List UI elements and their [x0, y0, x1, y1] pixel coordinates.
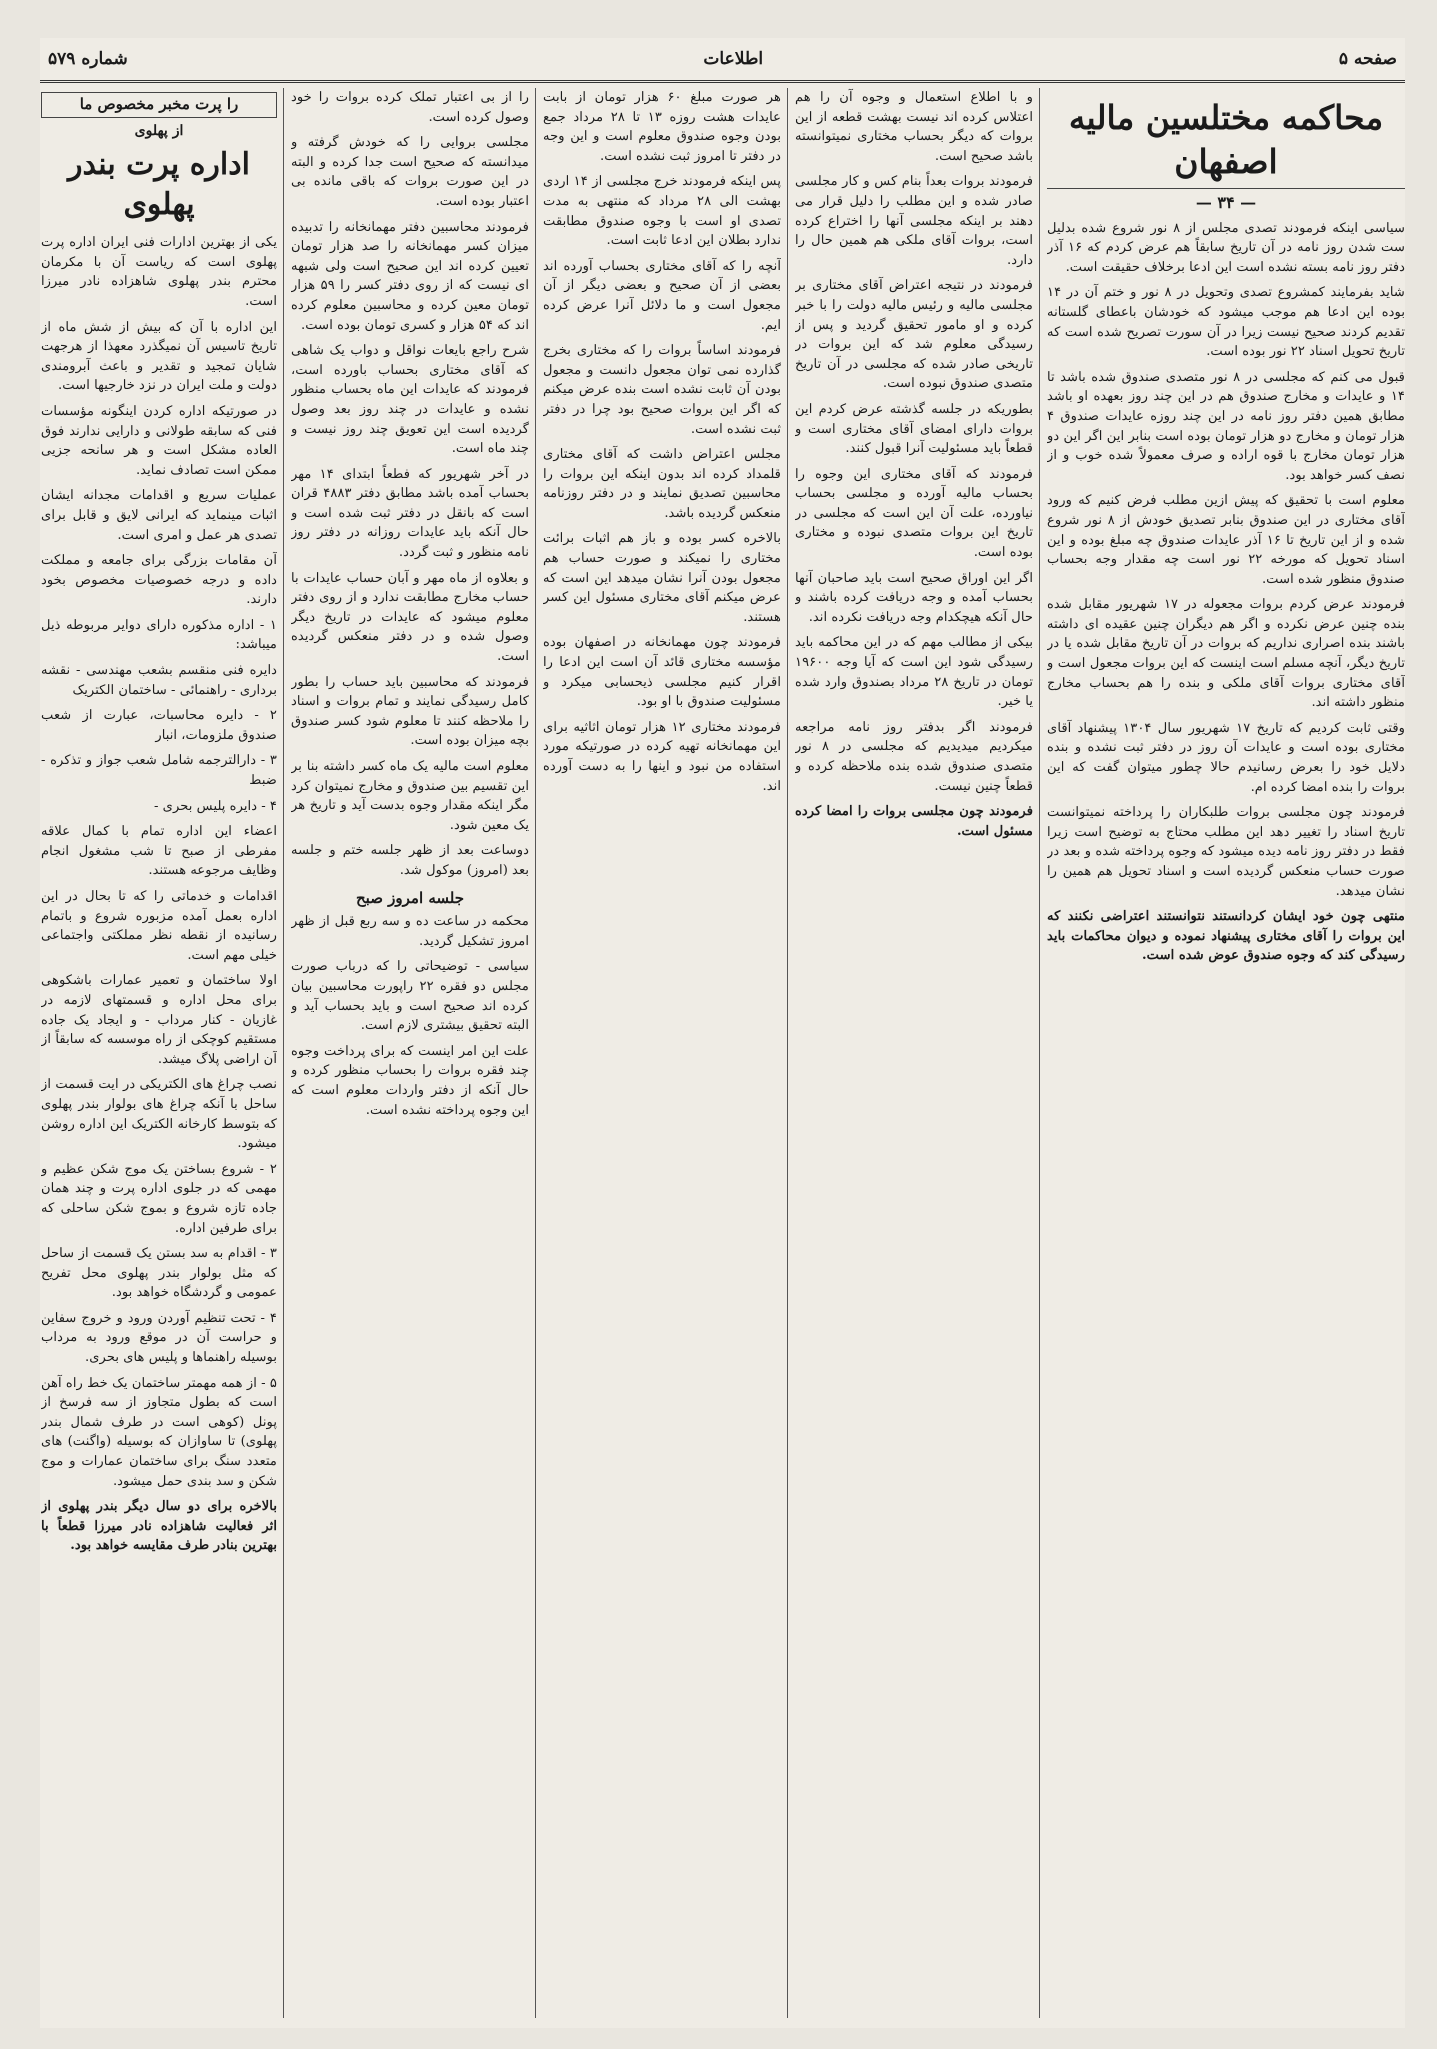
- column-trial-article: [1047, 88, 1405, 2018]
- article-paragraph: فرمودند عرض کردم بروات مجعوله در ۱۷ شهریور مقابل شده بنده چنین عرض نکرده و اگر هم دیگران چنین عقیده ای داشته باشند بنده اصراری نداریم که بروات در آن تاریخ مقابل شده یا در تاریخ دیگر، آنچه مسلم است اینست که این بروات مجعول است و آقای مختاری بروات آقای ملکی و بنده را هم بحساب مخارج منظور داشته اند.: [1047, 597, 1405, 711]
- newspaper-page: [40, 38, 1405, 2028]
- article-paragraph: را از بی اعتبار تملک کرده بروات را خود وصول کرده است.: [291, 90, 529, 125]
- article-paragraph: سیاسی - توضیحاتی را که درباب صورت مجلس دو فقره ۲۲ راپورت محاسبین بیان کرده اند صحیح است و باید بحساب آید و البته تحقیق بیشتری لازم است.: [291, 959, 529, 1034]
- list-item: ۱ - اداره مذکوره دارای دوایر مربوطه ذیل میباشد:: [41, 617, 277, 653]
- article-paragraph: آن مقامات بزرگی برای جامعه و مملکت داده و درجه خصوصیات مخصوص بخود دارند.: [41, 553, 277, 608]
- article-paragraph: فرمودند بروات بعداً بنام کس و کار مجلسی صادر شده و این مطلب را دلیل قرار می دهند بر اینکه مجلسی آنها را اختراع کرده است، بروات آقای ملکی هم همین حال را دارد.: [795, 174, 1033, 268]
- article-paragraph: بالاخره برای دو سال دیگر بندر پهلوی از اثر فعالیت شاهزاده نادر میرزا قطعاً با بهترین بنادر طرف مقایسه خواهد بود.: [41, 1499, 277, 1554]
- article-paragraph: در صورتیکه اداره کردن اینگونه مؤسسات فنی که سابقه طولانی و دارایی ندارند فوق العاده مشکل است و هر سانحه جزیی ممکن است تصادف نماید.: [41, 403, 277, 478]
- session-subheading: جلسه امروز صبح: [355, 888, 465, 907]
- article-paragraph: فرمودند در نتیجه اعتراض آقای مختاری بر مجلسی مالیه و رئیس مالیه دولت را با خبر کرده و او مامور تحقیق گردید و پس از رسیدگی معلوم شد که این بروات در تاریخی صادر شده که مجلسی در آن تاریخ متصدی صندوق نبوده است.: [795, 278, 1033, 392]
- newspaper-name: اطلاعات: [703, 49, 764, 69]
- dateline: از پهلوی: [134, 122, 184, 139]
- article-headline: محاکمه مختلسین مالیه اصفهان: [1047, 96, 1405, 189]
- article-paragraph: فرمودند چون مجلسی بروات را امضا کرده مسئول است.: [795, 804, 1033, 839]
- article-paragraph: بطوریکه در جلسه گذشته عرض کردم این بروات دارای امضای آقای مختاری است و قطعاً باید مسئولیت آنرا قبول کنند.: [795, 401, 1033, 457]
- issue-number-label: شماره ۵۷۹: [48, 49, 128, 69]
- article-paragraph: آنچه را که آقای مختاری بحساب آورده اند بعضی از آن صحیح و بعضی دیگر از آن مجعول است و ما دلائل آنرا عرض کرده ایم.: [543, 258, 781, 333]
- article-paragraph: و با اطلاع استعمال و وجوه آن را هم اعتلاس کرده اند نیست بهشت قطعه از این بروات که دیگر بحساب مختاری نمیتوانسته باشد صحیح است.: [795, 90, 1033, 164]
- article-paragraph: فرمودند که آقای مختاری این وجوه را بحساب مالیه آورده و مجلسی بحساب نیاورده، علت آن این است که مجلسی در تاریخ این بروات متصدی نبوده و مختاری بوده است.: [795, 466, 1033, 561]
- article-paragraph: فرمودند چون مجلسی بروات طلبکاران را پرداخته نمیتوانست تاریخ اسناد را تغییر دهد این مطلب محتاج به توضیح است زیرا فقط در دفتر روز نامه دیده میشود که وجوه پرداخته شده و بعد در صورت حساب منعکس گردیده است و اسناد تحویل هم همین را نشان میدهد.: [1047, 805, 1405, 899]
- article-paragraph: شرح راجع بایعات نواقل و دواب یک شاهی که آقای مختاری بحساب باورده است، فرمودند که عایدات این ماه بحساب منظور نشده و عایدات در چند روز بعد وصول گردیده است این تعویق چند روز نیست و چند ماه است.: [291, 343, 529, 457]
- article-paragraph: در آخر شهریور که فطعاً ابتدای ۱۴ مهر بحساب آمده باشد مطابق دفتر ۴۸۸۳ قران است که بانقل در دفتر ثبت شده است و حال آنکه باید عایدات روزانه در دفتر روز نامه منظور و ثبت گردد.: [291, 466, 529, 561]
- article-paragraph: شاید بفرمایند کمشروع تصدی وتحویل در ۸ نور و ختم آن در ۱۴ بوده این ادعا هم موجب میشود که خودشان باعطای گلستانه تقدیم کردند صحیح نیست زیرا در آن سورت تصریح شده است که تاریخ تحویل اسناد ۲۲ نور بوده است.: [1047, 285, 1405, 360]
- article-paragraph: یکی از بهترین ادارات فنی ایران اداره پرت پهلوی است که ریاست آن با مکرمان محترم بندر پهلوی شاهزاده نادر میرزا است.: [41, 235, 277, 309]
- article-paragraph: بالاخره کسر بوده و باز هم اثبات برائت مختاری را نمیکند و صورت حساب هم مجعول بودن آنرا نشان میدهد این است که عرض میکنم آقای مختاری مسئول این کسر هستند.: [543, 531, 781, 625]
- article-paragraph: این اداره با آن که بیش از شش ماه از تاریخ تاسیس آن نمیگذرد معهذا از هرجهت شایان تمجید و تقدیر و باعث آبرومندی دولت و ملت ایران در نزد خارجیها است.: [41, 319, 277, 394]
- article-paragraph: علت این امر اینست که برای پرداخت وجوه چند فقره بروات را بحساب منظور کرده و حال آنکه از دفتر واردات معلوم است که این وجوه پرداخته نشده است.: [291, 1043, 529, 1118]
- article-paragraph: ۳ - اقدام به سد بستن یک قسمت از ساحل که مثل بولوار بندر پهلوی محل تفریح عمومی و گردشگاه خواهد بود.: [41, 1246, 277, 1301]
- column-port-article: [41, 88, 277, 2018]
- article-paragraph: سیاسی اینکه فرمودند تصدی مجلس از ۸ نور شروع شده بدلیل ست شدن روز نامه در آن تاریخ سابقاً هم عرض کردم که ۱۶ آذر دفتر روز نامه بسته نشده است این ادعا برخلاف حقیقت است.: [1047, 220, 1405, 275]
- article-paragraph: فرمودند اگر بدفتر روز نامه مراجعه میکردیم میدیدیم که مجلسی در ۸ نور متصدی صندوق شده بنده ملاحظه کرده و قطعاً چنین نیست.: [795, 719, 1033, 794]
- article-paragraph: فرمودند چون مهمانخانه در اصفهان بوده مؤسسه مختاری قائد آن است این ادعا را اقرار کنیم مجلسی ذیحسابی میکرد و مسئولیت صندوق با او بود.: [543, 635, 781, 710]
- article-paragraph: وقتی ثابت کردیم که تاریخ ۱۷ شهریور سال ۱۳۰۴ پیشنهاد آقای مختاری بوده است و عایدات آن روز در دفتر ثبت نشده و بنده دلایل خود را بعرض رسانیدم حالا چطور میتوان گفت که این بروات را بنده امضا کرده ام.: [1047, 720, 1405, 795]
- article-paragraph: ۴ - تحت تنظیم آوردن ورود و خروج سفاین و حراست آن در موقع ورود به مرداب بوسیله راهنماها و پلیس های بحری.: [41, 1310, 277, 1366]
- article-paragraph: ۲ - شروع بساختن یک موج شکن عظیم و مهمی که در جلوی اداره پرت و چند همان جاده تازه شروع و بموج شکن ساحلی که برای طرفین اداره.: [41, 1161, 277, 1236]
- article-paragraph: فرمودند محاسبین دفتر مهمانخانه را تدبیده میزان کسر مهمانخانه را صد هزار تومان تعیین کرده اند این صحیح است ولی شبهه ای نیست که از روی دفتر کسر را ۵۹ هزار تومان معین کرده و محاسبین معلوم کرده اند که ۵۴ هزار و کسری تومان بوده است.: [291, 219, 529, 333]
- article-paragraph: هر صورت مبلغ ۶۰ هزار تومان از بابت عایدات هشت روزه ۱۳ تا ۲۸ مرداد جمع بودن وجوه صندوق معلوم است و این وجه در دفتر تا امروز ثبت نشده است.: [543, 90, 781, 164]
- article-paragraph: قبول می کنم که مجلسی در ۸ نور متصدی صندوق شده باشد تا ۱۴ و عایدات و مخارج صندوق هم در این چند روز بعهده او باشد مطابق همین دفتر روز نامه در این چند روزه عایدات صندوق ۴ هزار تومان و مخارج دو هزار تومان بوده است بنابر این اگر این دو هزار تومان مخارج با قوه اراده و صرف معمولاً شده خوب و از نصف کسر خواهد بود.: [1047, 369, 1405, 483]
- article-paragraph: معلوم است مالیه یک ماه کسر داشته بنا بر این تقسیم بین صندوق و مخارج نمیتوان کرد مگر اینکه مقدار وجوه بدست آید و تاریخ هر یک معین شود.: [291, 759, 529, 833]
- article-paragraph: مجلس اعتراض داشت که آقای مختاری قلمداد کرده اند بدون اینکه این بروات را محاسبین تصدیق نمایند و در دفتر روزنامه منعکس گردیده باشد.: [543, 447, 781, 521]
- column-trial-continued-2: [291, 88, 529, 2018]
- article-paragraph: عملیات سریع و اقدامات مجدانه ایشان اثبات مینماید که ایرانی لایق و قابل برای تصدی هر عمل و امری است.: [41, 488, 277, 543]
- list-item: ۴ - دایره پلیس بحری -: [154, 798, 277, 814]
- article-paragraph: اقدامات و خدماتی را که تا بحال در این اداره بعمل آمده مزبوره شروع و باتمام رسانیده از نقطه نظر مملکتی واجتماعی خیلی مهم است.: [41, 889, 277, 963]
- list-item: ۲ - دایره محاسبات، عبارت از شعب صندوق ملزومات، انبار: [41, 708, 277, 743]
- column-trial-continued-4: [543, 88, 781, 2018]
- article-paragraph: دوساعت بعد از ظهر جلسه ختم و جلسه بعد (امروز) موکول شد.: [291, 843, 529, 878]
- article-paragraph: معلوم است با تحقیق که پیش ازین مطلب فرض کنیم که ورود آقای مختاری در این صندوق بنابر تصدیق خودش از ۸ نور شروع شده و از این تاریخ تا ۱۶ آذر عایدات صندوق چه مبلغ بوده و این اسناد تحویل که مورخه ۲۲ نور است چه مقدار وجه بحساب صندوق منظور شده است.: [1047, 493, 1405, 587]
- article-paragraph: فرمودند مختاری ۱۲ هزار تومان اثاثیه برای این مهمانخانه تهیه کرده در صورتیکه مورد استفاده من نبود و اینها را به دست آورده اند.: [543, 719, 781, 794]
- article-paragraph: فرمودند که محاسبین باید حساب را بطور کامل رسیدگی نمایند و تمام بروات و اسناد را ملاحظه کنند تا معلوم شود کسر صندوق بچه میزان بوده است.: [291, 674, 529, 749]
- masthead: [40, 38, 1405, 83]
- article-paragraph: منتهی چون خود ایشان کردانستند نتوانستند اعتراضی نکنند که این بروات را آقای مختاری پیشنهاد نموده و دیوان محاکمات باید رسیدگی کند که وجوه صندوق عوض شده است.: [1047, 909, 1405, 964]
- article-paragraph: و بعلاوه از ماه مهر و آبان حساب عایدات با حساب مخارج مطابقت ندارد و از روی دفتر معلوم میشود که عایدات در تاریخ دیگر وصول شده و در دفتر منعکس گردیده است.: [291, 570, 529, 665]
- article-paragraph: پس اینکه فرمودند خرج مجلسی از ۱۴ اردی بهشت الی ۲۸ مرداد که منتهی به مدت تصدی او است با وجوه صندوق مطابقت ندارد بطلان این ادعا ثابت است.: [543, 174, 781, 249]
- article-paragraph: مجلسی بروایی را که خودش گرفته و میدانسته که صحیح است جدا کرده و البته در این صورت بروات که باقی مانده بی اعتبار بوده است.: [291, 135, 529, 209]
- article-paragraph: ۵ - از همه مهمتر ساختمان یک خط راه آهن است که بطول متجاوز از سه فرسخ از پونل (کوهی است در طرف شمال بندر پهلوی) تا ساوازان که بوسیله (واگنت) های متعدد سنگ برای ساختمان عمارات و موج شکن و سد بندی حمل میشود.: [41, 1375, 277, 1489]
- article-paragraph: اعضاء این اداره تمام با کمال علاقه مفرطی از صبح تا شب مشغول انجام وظایف مرجوعه هستند.: [41, 824, 277, 879]
- list-item: دایره فنی منقسم بشعب مهندسی - نقشه برداری - راهنمائی - ساختمان الکتریک: [41, 663, 277, 698]
- page-number-label: صفحه ۵: [1338, 49, 1397, 69]
- article-paragraph: بیکی از مطالب مهم که در این محاکمه باید رسیدگی شود این است که آیا وجه ۱۹۶۰۰ تومان در تاریخ ۲۸ مرداد بصندوق وارد شده یا خیر.: [795, 635, 1033, 710]
- article-paragraph: فرمودند اساساً بروات را که مختاری بخرج گذارده نمی توان مجعول دانست و مجعول بودن آن ثابت نشده است بنده عرض میکنم که اگر این بروات صحیح بود چرا در دفتر ثبت نشده است.: [543, 343, 781, 437]
- column-trial-continued-3: [795, 88, 1033, 2018]
- article-paragraph: اگر این اوراق صحیح است باید صاحبان آنها بحساب آمده و وجه دریافت کرده باشند و حال آنکه هیچکدام وجه دریافت نکرده اند.: [795, 570, 1033, 625]
- article-paragraph: نصب چراغ های الکتریکی در ایت قسمت از ساحل با آنکه چراغ های بولوار بندر پهلوی که بتوسط کارخانه الکتریک این اداره روشن میشود.: [41, 1077, 277, 1152]
- article-paragraph: محکمه در ساعت ده و سه ربع قبل از ظهر امروز تشکیل گردید.: [291, 914, 529, 949]
- list-item: ۳ - دارالترجمه شامل شعب جواز و تذکره - ضبط: [41, 753, 277, 789]
- article-paragraph: اولا ساختمان و تعمیر عمارات باشکوهی برای محل اداره و قسمتهای لازمه در غازیان - کنار مرداب - و ایجاد یک جاده مستقیم کوچکی از راه موسسه که سابقاً از آن اراضی پلاگ میشد.: [41, 973, 277, 1067]
- correspondent-kicker: را پرت مخبر مخصوص ما: [41, 92, 277, 118]
- port-article-title: اداره پرت بندر پهلوی: [68, 147, 250, 223]
- columns: [40, 88, 1405, 2018]
- article-part-number: — ۳۴ —: [1195, 193, 1257, 212]
